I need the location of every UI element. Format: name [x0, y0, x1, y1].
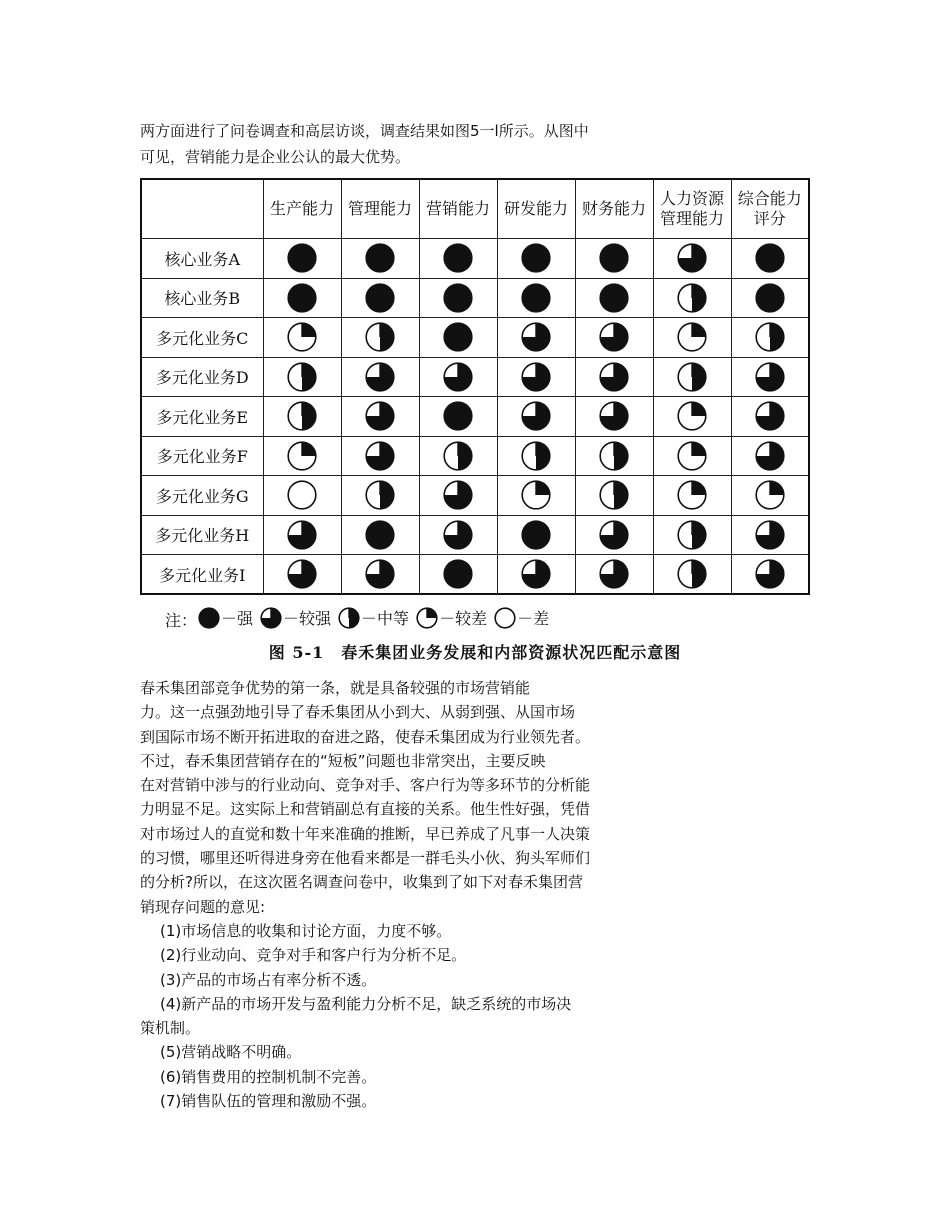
rating-cell — [653, 397, 731, 437]
table-row — [141, 318, 809, 358]
harvey-ball-icon — [338, 607, 360, 629]
rating-cell — [419, 515, 497, 555]
rating-cell — [263, 397, 341, 437]
rating-cell — [263, 239, 341, 279]
row-label: 多元化业务G — [141, 476, 263, 516]
figure-caption: 图 5-1 春禾集团业务发展和内部资源状况匹配示意图 — [268, 643, 682, 662]
harvey-ball-icon — [521, 520, 551, 550]
rating-cell — [497, 239, 575, 279]
rating-cell — [731, 515, 809, 555]
harvey-ball-icon — [365, 401, 395, 431]
row-label: 多元化业务D — [141, 357, 263, 397]
harvey-ball-icon — [599, 441, 629, 471]
column-header-text: 管理能力 — [347, 199, 412, 218]
legend-items — [197, 606, 555, 633]
rating-cell — [731, 278, 809, 318]
harvey-ball-icon — [677, 480, 707, 510]
harvey-ball-icon — [494, 607, 516, 629]
harvey-ball-icon — [365, 520, 395, 550]
table-row — [141, 239, 809, 279]
body-line: (7)销售队伍的管理和激励不强。 — [160, 1092, 377, 1111]
row-label: 多元化业务H — [141, 515, 263, 555]
rating-cell — [497, 436, 575, 476]
harvey-ball-icon — [755, 401, 785, 431]
harvey-ball-icon — [365, 322, 395, 352]
legend-item — [259, 606, 331, 629]
table-row — [141, 357, 809, 397]
harvey-ball-icon — [755, 243, 785, 273]
harvey-ball-icon — [521, 322, 551, 352]
harvey-ball-icon — [287, 401, 317, 431]
harvey-ball-icon — [755, 441, 785, 471]
harvey-ball-icon — [416, 607, 438, 629]
rating-cell — [263, 436, 341, 476]
harvey-ball-icon — [365, 283, 395, 313]
body-line: 不过，春禾集团营销存在的“短板”问题也非常突出，主要反映 — [140, 751, 546, 770]
row-label: 核心业务B — [141, 278, 263, 318]
harvey-ball-icon — [287, 559, 317, 589]
rating-cell — [263, 555, 341, 595]
harvey-ball-icon — [443, 283, 473, 313]
rating-cell — [731, 555, 809, 595]
rating-cell — [341, 397, 419, 437]
harvey-ball-icon — [287, 243, 317, 273]
rating-cell — [653, 515, 731, 555]
header-corner-cell — [141, 179, 263, 239]
rating-cell — [575, 278, 653, 318]
rating-cell — [575, 555, 653, 595]
table-row — [141, 397, 809, 437]
table-row — [141, 515, 809, 555]
rating-cell — [497, 515, 575, 555]
rating-cell — [341, 476, 419, 516]
harvey-ball-icon — [677, 243, 707, 273]
harvey-ball-icon — [521, 401, 551, 431]
harvey-ball-icon — [599, 243, 629, 273]
body-line: (1)市场信息的收集和讨论方面，力度不够。 — [160, 921, 452, 940]
rating-cell — [419, 436, 497, 476]
body-line: 在对营销中涉与的行业动向、竞争对手、客户行为等多环节的分析能 — [140, 776, 591, 795]
harvey-ball-icon — [599, 480, 629, 510]
body-line: (2)行业动向、竞争对手和客户行为分析不足。 — [160, 946, 467, 965]
harvey-ball-icon — [260, 607, 282, 629]
rating-cell — [575, 357, 653, 397]
rating-cell — [653, 239, 731, 279]
rating-cell — [575, 318, 653, 358]
rating-cell — [497, 357, 575, 397]
rating-cell — [263, 476, 341, 516]
harvey-ball-icon — [677, 283, 707, 313]
harvey-ball-icon — [521, 362, 551, 392]
body-line: (6)销售费用的控制机制不完善。 — [160, 1067, 377, 1086]
legend-label: －中等 — [361, 609, 410, 628]
legend-label: －较差 — [439, 609, 488, 628]
harvey-ball-icon — [365, 362, 395, 392]
legend-label: －差 — [517, 609, 550, 628]
legend-label: －强 — [221, 609, 254, 628]
column-header-text: 评分 — [753, 209, 786, 228]
rating-cell — [341, 515, 419, 555]
body-line: 春禾集团部竞争优势的第一条，就是具备较强的市场营销能 — [140, 679, 531, 697]
harvey-ball-icon — [365, 480, 395, 510]
harvey-ball-icon — [521, 480, 551, 510]
rating-cell — [419, 397, 497, 437]
harvey-ball-icon — [443, 322, 473, 352]
harvey-ball-icon — [599, 283, 629, 313]
harvey-ball-icon — [287, 322, 317, 352]
harvey-ball-icon — [677, 520, 707, 550]
rating-cell — [419, 357, 497, 397]
harvey-ball-icon — [521, 559, 551, 589]
body-line: 的习惯，哪里还听得进身旁在他看来都是一群毛头小伙、狗头军师们 — [140, 849, 591, 868]
row-label: 多元化业务C — [141, 318, 263, 358]
rating-cell — [263, 278, 341, 318]
legend — [165, 606, 555, 633]
rating-cell — [575, 397, 653, 437]
harvey-ball-icon — [287, 520, 317, 550]
body-line: 到国际市场不断开拓进取的奋进之路，使春禾集团成为行业领先者。 — [140, 727, 591, 746]
rating-cell — [497, 476, 575, 516]
column-header-text: 财务能力 — [581, 199, 646, 218]
body-line: 策机制。 — [140, 1019, 201, 1038]
harvey-ball-icon — [443, 401, 473, 431]
harvey-ball-icon — [365, 243, 395, 273]
harvey-ball-icon — [287, 283, 317, 313]
rating-cell — [263, 515, 341, 555]
capability-matrix-table — [140, 178, 810, 595]
harvey-ball-icon — [755, 559, 785, 589]
rating-cell — [731, 318, 809, 358]
column-header-text: 研发能力 — [503, 199, 568, 218]
harvey-ball-icon — [677, 559, 707, 589]
legend-item — [493, 606, 549, 629]
body-paragraphs — [140, 676, 660, 1113]
harvey-ball-icon — [599, 559, 629, 589]
rating-cell — [653, 436, 731, 476]
rating-cell — [497, 318, 575, 358]
legend-item — [197, 606, 253, 629]
harvey-ball-icon — [443, 480, 473, 510]
rating-cell — [341, 357, 419, 397]
body-line: (5)营销战略不明确。 — [160, 1043, 302, 1062]
row-label: 核心业务A — [141, 239, 263, 279]
harvey-ball-icon — [365, 559, 395, 589]
harvey-ball-icon — [599, 520, 629, 550]
harvey-ball-icon — [443, 520, 473, 550]
rating-cell — [731, 239, 809, 279]
harvey-ball-icon — [521, 243, 551, 273]
harvey-ball-icon — [599, 401, 629, 431]
body-line: (3)产品的市场占有率分析不透。 — [160, 970, 377, 989]
body-line: 力。这一点强劲地引导了春禾集团从小到大、从弱到强、从国市场 — [140, 703, 576, 722]
harvey-ball-icon — [287, 441, 317, 471]
rating-cell — [341, 436, 419, 476]
harvey-ball-icon — [677, 441, 707, 471]
column-header — [263, 179, 341, 239]
intro-line: 两方面进行了问卷调查和高层访谈，调查结果如图5一l所示。从图中 — [140, 122, 589, 140]
column-header — [497, 179, 575, 239]
rating-cell — [497, 397, 575, 437]
rating-cell — [419, 555, 497, 595]
column-header-text: 营销能力 — [425, 199, 490, 218]
body-line: 的分析?所以，在这次匿名调查问卷中，收集到了如下对春禾集团营 — [140, 873, 583, 892]
body-line: (4)新产品的市场开发与盈利能力分析不足，缺乏系统的市场决 — [160, 994, 572, 1013]
legend-label: －较强 — [283, 609, 332, 628]
legend-item — [337, 606, 409, 629]
harvey-ball-icon — [677, 401, 707, 431]
rating-cell — [653, 476, 731, 516]
harvey-ball-icon — [755, 520, 785, 550]
harvey-ball-icon — [287, 480, 317, 510]
rating-cell — [497, 555, 575, 595]
legend-item — [415, 606, 487, 629]
row-label: 多元化业务I — [141, 555, 263, 595]
rating-cell — [653, 357, 731, 397]
harvey-ball-icon — [755, 480, 785, 510]
harvey-ball-icon — [365, 441, 395, 471]
table-header-row — [141, 179, 809, 239]
row-label: 多元化业务E — [141, 397, 263, 437]
body-line: 力明显不足。这实际上和营销副总有直接的关系。他生性好强，凭借 — [140, 800, 591, 819]
rating-cell — [653, 318, 731, 358]
harvey-ball-icon — [521, 441, 551, 471]
column-header — [419, 179, 497, 239]
rating-cell — [575, 476, 653, 516]
table-row — [141, 555, 809, 595]
column-header — [653, 179, 731, 239]
harvey-ball-icon — [521, 283, 551, 313]
column-header — [731, 179, 809, 239]
rating-cell — [419, 239, 497, 279]
table-row — [141, 278, 809, 318]
table-row — [141, 476, 809, 516]
intro-paragraph — [140, 118, 660, 170]
harvey-ball-icon — [755, 362, 785, 392]
rating-cell — [341, 318, 419, 358]
harvey-ball-icon — [677, 362, 707, 392]
harvey-ball-icon — [599, 362, 629, 392]
harvey-ball-icon — [755, 322, 785, 352]
intro-line: 可见，营销能力是企业公认的最大优势。 — [140, 148, 411, 166]
harvey-ball-icon — [677, 322, 707, 352]
rating-cell — [263, 318, 341, 358]
rating-cell — [419, 278, 497, 318]
column-header-text: 管理能力 — [659, 209, 724, 228]
rating-cell — [341, 278, 419, 318]
harvey-ball-icon — [443, 441, 473, 471]
rating-cell — [731, 397, 809, 437]
harvey-ball-icon — [443, 559, 473, 589]
rating-cell — [731, 357, 809, 397]
column-header — [575, 179, 653, 239]
rating-cell — [575, 436, 653, 476]
column-header-text: 生产能力 — [269, 199, 334, 218]
rating-cell — [731, 476, 809, 516]
legend-prefix: 注： — [165, 610, 198, 630]
column-header — [341, 179, 419, 239]
rating-cell — [731, 436, 809, 476]
harvey-ball-icon — [443, 243, 473, 273]
harvey-ball-icon — [198, 607, 220, 629]
harvey-ball-icon — [599, 322, 629, 352]
row-label: 多元化业务F — [141, 436, 263, 476]
rating-cell — [419, 476, 497, 516]
rating-cell — [341, 239, 419, 279]
harvey-ball-icon — [287, 362, 317, 392]
rating-cell — [575, 239, 653, 279]
rating-cell — [653, 555, 731, 595]
rating-cell — [653, 278, 731, 318]
rating-cell — [497, 278, 575, 318]
rating-cell — [341, 555, 419, 595]
body-line: 销现存问题的意见: — [140, 897, 266, 916]
body-line: 对市场过人的直觉和数十年来准确的推断，早已养成了凡事一人决策 — [140, 824, 591, 843]
table-row — [141, 436, 809, 476]
rating-cell — [575, 515, 653, 555]
rating-cell — [263, 357, 341, 397]
harvey-ball-icon — [755, 283, 785, 313]
column-header-text: 综合能力 — [737, 189, 802, 208]
rating-cell — [419, 318, 497, 358]
harvey-ball-icon — [443, 362, 473, 392]
column-header-text: 人力资源 — [659, 189, 724, 208]
